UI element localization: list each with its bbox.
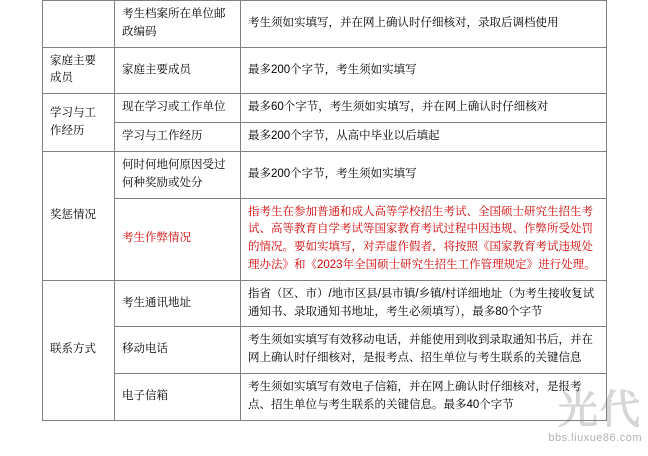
row-desc: 指考生在参加普通和成人高等学校招生考试、全国硕士研究生招生考试、高等教育自学考试等国家教育考试过程中因违规、作弊所受处罚的情况。要如实填写，对弄虚作假者，将按照《国家教育考试违规处理办法》和《2023年全国硕士研究生招生工作管理规定》进行处理。 <box>241 198 607 280</box>
table-row <box>43 123 607 152</box>
row-category: 奖惩情况 <box>43 151 115 280</box>
table-row <box>43 151 607 198</box>
table-row <box>43 198 607 280</box>
row-category: 学习与工作经历 <box>43 94 115 152</box>
row-desc: 指省（区、市）/地市区县/县市镇/乡镇/村详细地址（为考生接收复试通知书、录取通知书地址，考生必须填写），最多80个字节 <box>241 280 607 327</box>
row-category: 联系方式 <box>43 280 115 420</box>
row-item: 电子信箱 <box>115 374 241 421</box>
row-desc: 最多60个字节，考生须如实填写，并在网上确认时仔细核对 <box>241 94 607 123</box>
row-item: 现在学习或工作单位 <box>115 94 241 123</box>
row-category <box>43 1 115 48</box>
row-desc: 考生须如实填写，并在网上确认时仔细核对，录取后调档使用 <box>241 1 607 48</box>
info-table <box>42 0 607 421</box>
document-sheet <box>42 0 606 421</box>
row-desc: 最多200个字节，考生须如实填写 <box>241 47 607 94</box>
table-row <box>43 47 607 94</box>
table-row <box>43 327 607 374</box>
table-row <box>43 280 607 327</box>
row-item: 考生档案所在单位邮政编码 <box>115 1 241 48</box>
row-item: 家庭主要成员 <box>115 47 241 94</box>
table-row <box>43 1 607 48</box>
row-desc: 考生须如实填写有效电子信箱，并在网上确认时仔细核对，是报考点、招生单位与考生联系的关键信息。最多40个字节 <box>241 374 607 421</box>
row-category: 家庭主要成员 <box>43 47 115 94</box>
row-desc: 考生须如实填写有效移动电话，并能使用到收到录取通知书后，并在网上确认时仔细核对，是报考点、招生单位与考生联系的关键信息 <box>241 327 607 374</box>
row-item: 学习与工作经历 <box>115 123 241 152</box>
row-desc: 最多200个字节，从高中毕业以后填起 <box>241 123 607 152</box>
row-desc: 最多200个字节，考生须如实填写 <box>241 151 607 198</box>
row-item: 移动电话 <box>115 327 241 374</box>
table-row <box>43 94 607 123</box>
watermark-logo-text: 光代 <box>558 387 642 432</box>
watermark-site-text: bbs.liuxue86.com <box>548 432 642 444</box>
table-row <box>43 374 607 421</box>
row-item: 考生作弊情况 <box>115 198 241 280</box>
row-item: 考生通讯地址 <box>115 280 241 327</box>
row-item: 何时何地何原因受过何种奖励或处分 <box>115 151 241 198</box>
